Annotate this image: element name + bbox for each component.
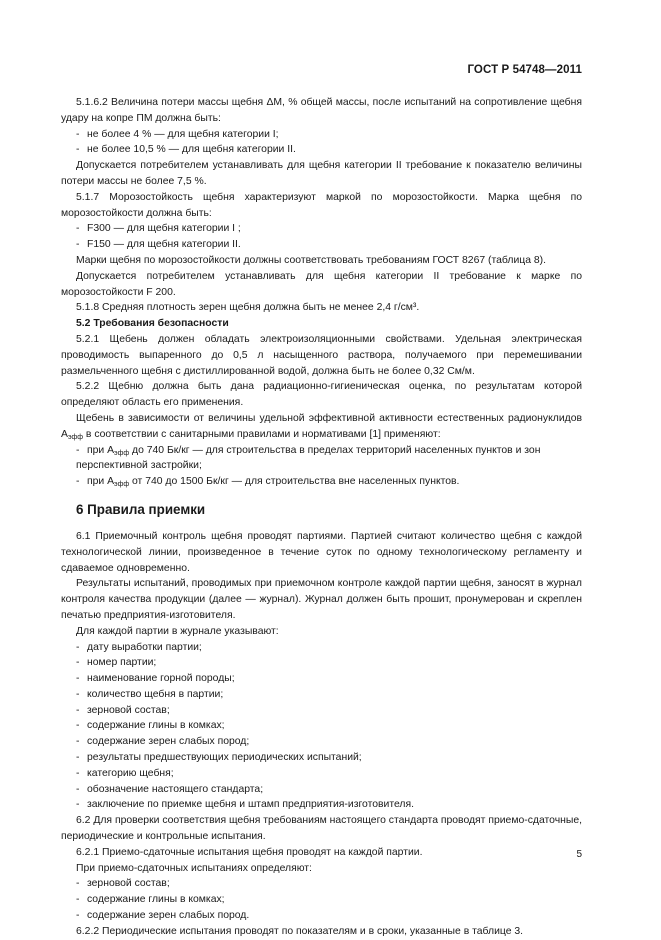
list-dash: - bbox=[76, 223, 80, 235]
list-dash: - bbox=[76, 878, 80, 890]
paragraph: 6.2.2 Периодические испытания проводят по показателям и в сроки, указанные в таблице 3. bbox=[76, 925, 524, 937]
standard-header: ГОСТ Р 54748—2011 bbox=[467, 64, 582, 76]
list-item-text: результаты предшествующих периодических испытаний; bbox=[87, 752, 362, 764]
page-number: 5 bbox=[576, 849, 582, 860]
list-item bbox=[61, 687, 582, 703]
list-dash: - bbox=[76, 688, 80, 700]
list-item-text: F150 — для щебня категории II. bbox=[87, 239, 241, 251]
list-item-text: при А bbox=[87, 476, 115, 488]
list-dash: - bbox=[76, 720, 80, 732]
list-item-text: номер партии; bbox=[87, 657, 157, 669]
list-item bbox=[61, 221, 582, 237]
paragraph: Марки щебня по морозостойкости должны соответствовать требованиям ГОСТ 8267 (таблица 8). bbox=[76, 254, 547, 266]
list-dash: - bbox=[76, 673, 80, 685]
list-item bbox=[61, 766, 582, 782]
list-item-text: количество щебня в партии; bbox=[87, 688, 224, 700]
document-body bbox=[61, 95, 582, 940]
paragraph: 6.2.1 Приемо-сдаточные испытания щебня проводят на каждой партии. bbox=[76, 846, 423, 858]
list-item-text: обозначение настоящего стандарта; bbox=[87, 783, 264, 795]
list-item bbox=[61, 750, 582, 766]
list-item-text: зерновой состав; bbox=[87, 704, 170, 716]
list-dash: - bbox=[76, 704, 80, 716]
list-item-tail: от 740 до 1500 Бк/кг — для строительства вне населенных пунктов. bbox=[129, 476, 460, 488]
list-item bbox=[61, 908, 582, 924]
list-item bbox=[61, 474, 582, 490]
paragraph: 5.2.2 Щебню должна быть дана радиационно-гигиеническая оценка, по результатам которой определяют область его применения. bbox=[61, 381, 582, 409]
list-dash: - bbox=[76, 894, 80, 906]
list-item bbox=[61, 797, 582, 813]
list-item-text: содержание зерен слабых пород. bbox=[87, 910, 250, 922]
list-dash: - bbox=[76, 128, 80, 140]
subscript: эфф bbox=[114, 449, 130, 457]
list-item-text: содержание зерен слабых пород; bbox=[87, 736, 250, 748]
list-item bbox=[61, 892, 582, 908]
paragraph: 5.2.1 Щебень должен обладать электроизоляционными свойствами. Удельная электрическая проводимость выпаренного до 0,5 л насыщенного раствора, получаемого при перемешивании размельченного щебня с дистиллированной водой, должна быть не более 0,32 См/м. bbox=[61, 333, 582, 377]
list-item-text: категорию щебня; bbox=[87, 767, 174, 779]
list-dash: - bbox=[76, 799, 80, 811]
list-dash: - bbox=[76, 641, 80, 653]
list-dash: - bbox=[76, 783, 80, 795]
list-item-text: содержание глины в комках; bbox=[87, 720, 225, 732]
list-item bbox=[61, 237, 582, 253]
list-item bbox=[61, 734, 582, 750]
paragraph: Результаты испытаний, проводимых при приемочном контроле каждой партии щебня, заносят в журнал контроля качества продукции (далее — журнал). Журнал должен быть прошит, пронумерован и скреплен печатью предприятия-изготовителя. bbox=[61, 578, 582, 621]
list-dash: - bbox=[76, 476, 80, 488]
list-item-text: дату выработки партии; bbox=[87, 641, 202, 653]
list-item-text: не более 10,5 % — для щебня категории II. bbox=[87, 144, 296, 156]
list-item bbox=[61, 127, 582, 143]
list-item-text: зерновой состав; bbox=[87, 878, 170, 890]
paragraph: 5.1.8 Средняя плотность зерен щебня должна быть не менее 2,4 г/см³. bbox=[76, 302, 420, 314]
subscript: эфф bbox=[114, 481, 130, 489]
paragraph bbox=[61, 411, 582, 443]
section-heading: 6 Правила приемки bbox=[76, 501, 206, 517]
paragraph: Допускается потребителем устанавливать для щебня категории II требование к марке по морозостойкости F 200. bbox=[61, 270, 582, 298]
subsection-heading: 5.2 Требования безопасности bbox=[76, 318, 229, 330]
list-item bbox=[61, 640, 582, 656]
list-item-text: заключение по приемке щебня и штамп предприятия-изготовителя. bbox=[87, 799, 414, 811]
list-item bbox=[61, 443, 582, 475]
subscript: эфф bbox=[67, 433, 84, 441]
list-item-text: при А bbox=[87, 444, 115, 456]
list-item bbox=[61, 655, 582, 671]
list-dash: - bbox=[76, 910, 80, 922]
list-item-text: наименование горной породы; bbox=[87, 673, 235, 685]
list-item bbox=[61, 782, 582, 798]
paragraph: 5.1.6.2 Величина потери массы щебня ΔМ, % общей массы, после испытаний на сопротивление щебня удару на копре ПМ должна быть: bbox=[61, 97, 582, 124]
paragraph-text: Щебень в зависимости от величины удельной эффективной активности естественных радионуклидов А bbox=[61, 412, 582, 440]
list-dash: - bbox=[76, 444, 80, 456]
paragraph: 6.2 Для проверки соответствия щебня требованиям настоящего стандарта проводят приемо-сдаточные, периодические и контрольные испытания. bbox=[61, 815, 582, 843]
list-item bbox=[61, 876, 582, 892]
paragraph: 5.1.7 Морозостойкость щебня характеризуют маркой по морозостойкости. Марка щебня по морозостойкости должна быть: bbox=[61, 191, 582, 219]
list-dash: - bbox=[76, 752, 80, 764]
paragraph: 6.1 Приемочный контроль щебня проводят партиями. Партией считают количество щебня с каждой технологической линии, произведенное в течение суток по одному технологическому регламенту и сдаваемое одновременно. bbox=[61, 530, 582, 574]
list-item-text: F300 — для щебня категории I ; bbox=[87, 223, 241, 235]
list-item bbox=[61, 703, 582, 719]
list-item bbox=[61, 671, 582, 687]
list-item-text: содержание глины в комках; bbox=[87, 894, 225, 906]
list-dash: - bbox=[76, 736, 80, 748]
paragraph: При приемо-сдаточных испытаниях определяют: bbox=[76, 862, 312, 874]
paragraph: Для каждой партии в журнале указывают: bbox=[76, 625, 279, 637]
list-item-text: не более 4 % — для щебня категории I; bbox=[87, 128, 279, 140]
paragraph-tail: в соответствии с санитарными правилами и нормативами [1] применяют: bbox=[83, 428, 441, 440]
list-dash: - bbox=[76, 239, 80, 251]
list-dash: - bbox=[76, 657, 80, 669]
list-item bbox=[61, 718, 582, 734]
list-dash: - bbox=[76, 767, 80, 779]
list-item-tail: до 740 Бк/кг — для строительства в пределах территорий населенных пунктов и зон перспективной застройки; bbox=[76, 444, 541, 472]
list-dash: - bbox=[76, 144, 80, 156]
paragraph: Допускается потребителем устанавливать для щебня категории II требование к показателю величины потери массы не более 7,5 %. bbox=[61, 160, 582, 187]
list-item bbox=[61, 142, 582, 158]
